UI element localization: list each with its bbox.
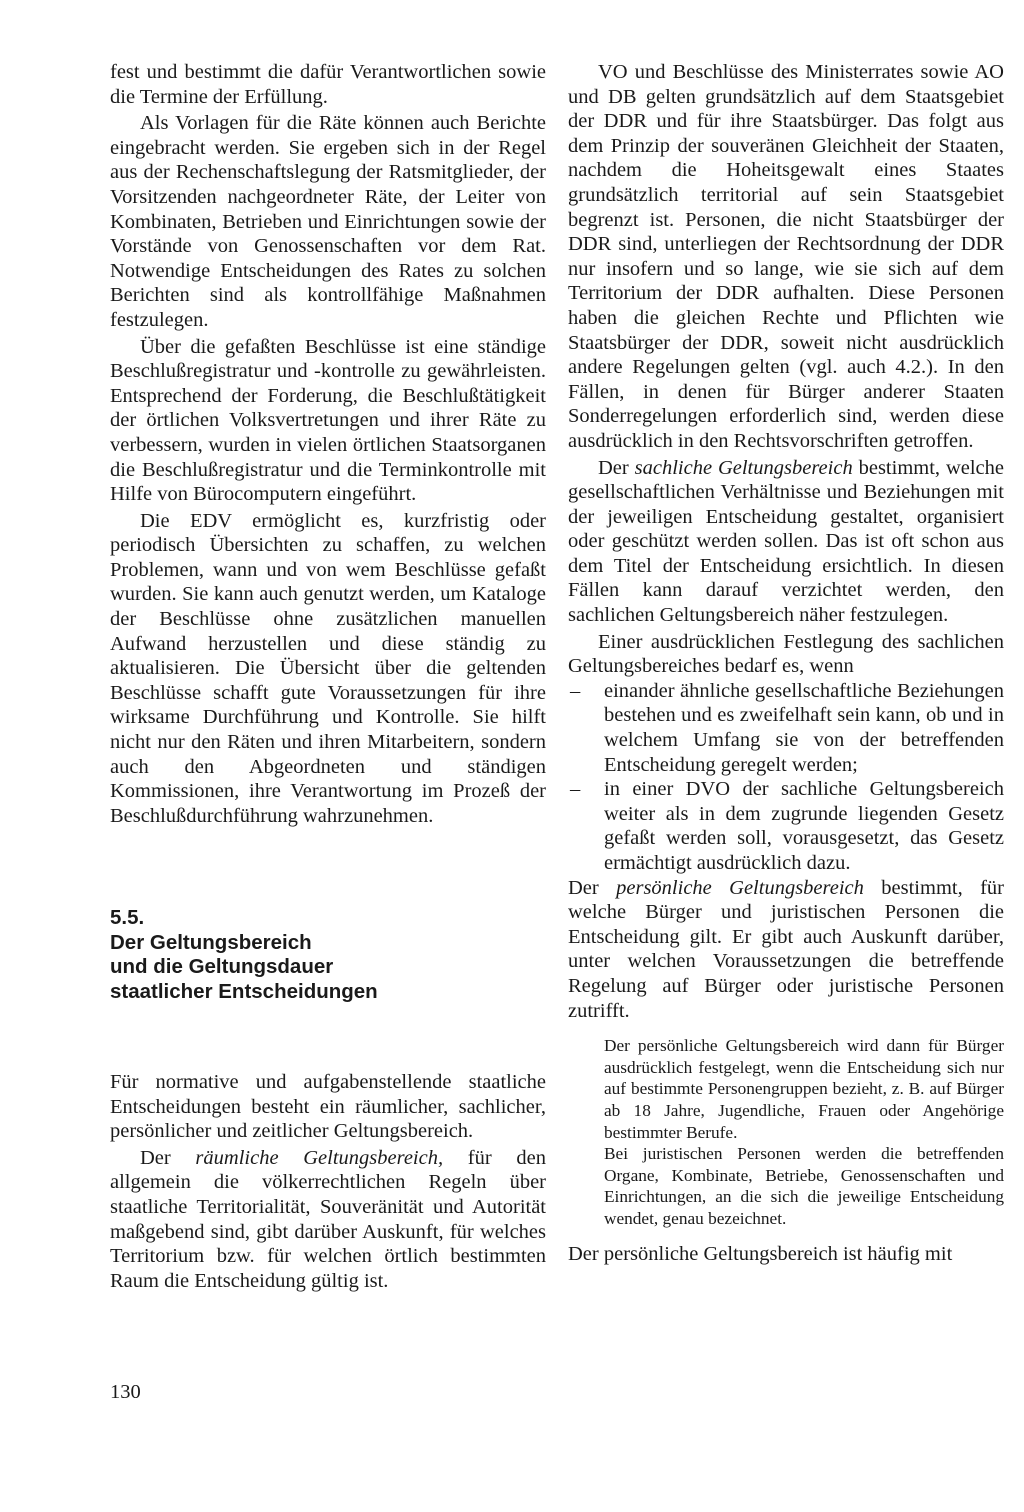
paragraph: Einer ausdrücklichen Festlegung des sachlichen Geltungsbereiches bedarf es, wenn [568, 630, 1004, 678]
list-item: – einander ähnliche gesellschaftliche Beziehungen bestehen und es zweifelhaft sein kann, ob und in welchem Umfang sie von der betreffenden Entscheidung geregelt werden; [570, 679, 1004, 776]
paragraph: VO und Beschlüsse des Ministerrates sowie AO und DB gelten grundsätzlich auf dem Staatsgebiet der DDR und für ihre Staatsbürger. Das folgt aus dem Prinzip der souveränen Gleichheit der Staaten, nachdem die Hoheitsgewalt eines Staates grundsätzlich territorial auf sein Staatsgebiet begrenzt ist. Personen, die nicht Staatsbürger der DDR sind, unterliegen der Rechtsordnung der DDR nur insofern und so lange, wie sie sich auf dem Territorium der DDR aufhalten. Diese Personen haben die gleichen Rechte und Pflichten wie Staatsbürger der DDR, soweit nicht ausdrücklich andere Regelungen gelten (vgl. auch 4.2.). In den Fällen, in denen für Bürger anderer Staaten Sonderregelungen erforderlich sind, werden diese ausdrücklich in den Rechtsvorschriften getroffen. [568, 61, 1004, 452]
paragraph: Für normative und aufgabenstellende staatliche Entscheidungen besteht ein räumlicher, sachlicher, persönlicher und zeitlicher Geltungsbereich. [110, 1071, 546, 1143]
emphasis: räumliche Geltungsbereich, [195, 1146, 444, 1169]
paragraph: Als Vorlagen für die Räte können auch Berichte eingebracht werden. Sie ergeben sich in der Regel aus der Rechenschaftslegung der Ratsmitglieder, der Vorsitzenden nachgeordneter Räte, der Leiter von Kombinaten, Betrieben und Einrichtungen sowie der Vorstände von Genossenschaften vor dem Rat. Notwendige Entscheidungen des Rates zu solchen Berichten sind als kontrollfähige Maßnahmen festzulegen. [110, 112, 546, 331]
section-title-line: staatlicher Entscheidungen [110, 979, 378, 1003]
paragraph: fest und bestimmt die dafür Verantwortlichen sowie die Termine der Erfüllung. [110, 61, 546, 108]
paragraph: Über die gefaßten Beschlüsse ist eine ständige Beschlußregistratur und -kontrolle zu gewährleisten. Entsprechend der Forderung, die Beschlußtätigkeit der örtlichen Volksvertretungen und ihrer Räte zu verbessern, wurden in vielen örtlichen Staatsorganen die Beschlußregistratur und die Terminkontrolle mit Hilfe von Bürocomputern eingeführt. [110, 335, 546, 506]
paragraph: Der persönliche Geltungsbereich ist häufig mit [568, 1242, 953, 1265]
section-title-line: und die Geltungsdauer [110, 955, 334, 979]
emphasis: persönliche Geltungsbereich [616, 876, 864, 899]
left-column [110, 60, 546, 1293]
emphasis: sachliche Geltungsbereich [634, 456, 853, 479]
small-paragraph: Der persönliche Geltungsbereich wird dann für Bürger ausdrücklich festgelegt, wenn die Entscheidung sich nur auf bestimmte Personengruppen bezieht, z. B. auf Bürger ab 18 Jahre, Jugendliche, Frauen oder Angehörige bestimmter Berufe. [604, 1036, 1004, 1142]
section-number: 5.5. [110, 906, 145, 930]
paragraph: Der persönliche Geltungsbereich bestimmt, für welche Bürger und juristischen Personen die Entscheidung gilt. Er gibt auch Auskunft darüber, unter welchen Voraussetzungen die betreffende Regelung auf Bürger oder juristische Personen zutrifft. [568, 876, 1004, 1022]
paragraph: Der sachliche Geltungsbereich bestimmt, welche gesellschaftlichen Verhältnisse und Beziehungen mit der jeweiligen Entscheidung gestaltet, organisiert oder geschützt werden sollen. Das ist oft schon aus dem Titel der Entscheidung ersichtlich. In diesen Fällen kann darauf verzichtet werden, den sachlichen Geltungsbereich näher festzulegen. [568, 456, 1004, 627]
paragraph: Die EDV ermöglicht es, kurzfristig oder periodisch Übersichten zu schaffen, zu welchen Problemen, wann und von wem Beschlüsse gefaßt wurden. Sie kann auch genutzt werden, um Kataloge der Beschlüsse ohne zusätzlichen manuellen Aufwand herzustellen und diese ständig zu aktualisieren. Die Übersicht über die geltenden Beschlüsse schafft gute Voraussetzungen für ihre wirksame Durchführung und Kontrolle. Sie hilft nicht nur den Räten und ihren Mitarbeitern, sondern auch den Abgeordneten und ständigen Kommissionen, ihre Verantwortung im Prozeß der Beschlußdurchführung wahrzunehmen. [110, 509, 546, 827]
small-paragraph: Bei juristischen Personen werden die betreffenden Organe, Kombinate, Betriebe, Genossenschaften und Einrichtungen, an die sich die jeweilige Entscheidung wendet, genau bezeichnet. [604, 1144, 1004, 1228]
paragraph: Der räumliche Geltungsbereich, für den allgemein die völkerrechtlichen Regeln über staatliche Territorialität, Souveränität und Autorität maßgebend sind, gibt darüber Auskunft, für welches Territorium bzw. für welchen örtlich bestimmten Raum die Entscheidung gültig ist. [110, 1146, 546, 1292]
section-title-line: Der Geltungsbereich [110, 930, 312, 954]
small-print-block [604, 1035, 1004, 1229]
list-item: – in einer DVO der sachliche Geltungsbereich weiter als in dem zugrunde liegenden Gesetz gefaßt werden soll, vorausgesetzt, das Gesetz ermächtigt ausdrücklich dazu. [570, 778, 1004, 874]
section-heading [110, 906, 546, 1004]
dash-marker: – [570, 778, 581, 801]
right-column [568, 60, 1004, 1266]
dash-marker: – [570, 679, 581, 702]
page-number: 130 [110, 1381, 141, 1403]
